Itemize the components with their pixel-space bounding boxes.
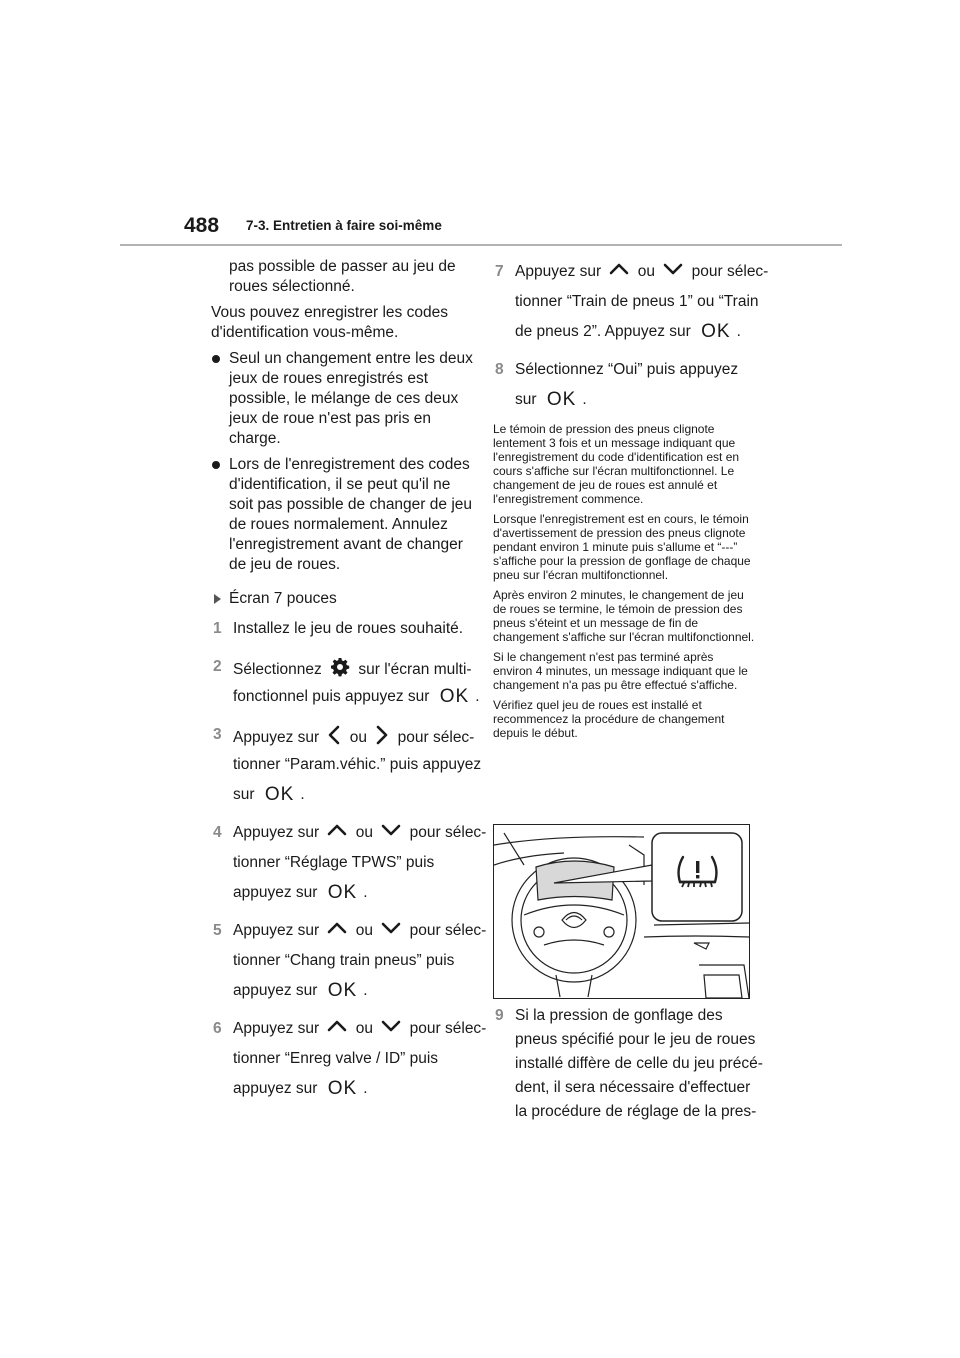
ok-button-symbol: OK [701, 321, 731, 342]
chevron-down-icon [663, 262, 683, 282]
ok-button-symbol: OK [327, 980, 358, 1001]
bullet-item: Lors de l'enregistrement des codes d'identification, il se peut qu'il ne soit pas possible de changer de jeu de roues normalement. Annulez l'enregistrement avant de changer de jeu de roues. [211, 455, 473, 575]
ok-button-symbol: OK [327, 882, 358, 903]
ok-button-symbol: OK [439, 686, 470, 707]
note-paragraph: Vérifiez quel jeu de roues est installé et recommencez la procédure de changement depuis le début. [493, 698, 725, 740]
dashboard-drawing [494, 825, 749, 998]
bullet-item: Seul un changement entre les deux jeux de roues enregistrés est possible, le mélange de ces deux jeux de roue n'est pas pris en charge. [211, 349, 473, 449]
step-4: 4 Appuyez sur ou pour sélec- tionner “Réglage TPWS” puis appuyez sur OK . [213, 824, 487, 903]
chevron-up-icon [609, 262, 629, 282]
gear-icon [330, 657, 350, 683]
screen-size-label: Écran 7 pouces [211, 589, 473, 609]
note-paragraph: Après environ 2 minutes, le changement de jeu de roues se termine, le témoin de pression des pneus s'éteint et un message de fin de changement s'affiche sur l'écran multifonctionnel. [493, 588, 755, 644]
section-title: 7-3. Entretien à faire soi-même [246, 218, 442, 233]
step-2: 2 Sélectionnez sur l'écran multi- fonctionnel puis appuyez sur OK . [213, 658, 480, 707]
ok-button-symbol: OK [327, 1078, 358, 1099]
note-paragraph: Si le changement n'est pas terminé après environ 4 minutes, un message indiquant que le changement n'a pas pu être effectué s'affiche. [493, 650, 748, 692]
dashboard-illustration [493, 824, 750, 999]
step-3: 3 Appuyez sur ou pour sélec- tionner “Param.véhic.” puis appuyez sur OK . [213, 726, 482, 805]
page-number: 488 [184, 214, 220, 237]
notes-block [493, 422, 755, 740]
chevron-left-icon [327, 725, 341, 751]
step-7: 7 Appuyez sur ou pour sélec- tionner “Train de pneus 1” ou “Train de pneus 2”. Appuyez sur OK . [495, 263, 769, 342]
step-5: 5 Appuyez sur ou pour sélec- tionner “Chang train pneus” puis appuyez sur OK . [213, 922, 487, 1001]
chevron-right-icon [375, 725, 389, 751]
header-rule [120, 244, 842, 246]
bullet-dot-icon [212, 461, 220, 469]
triangle-marker-icon [214, 594, 221, 604]
chevron-down-icon [381, 1019, 401, 1039]
chevron-up-icon [327, 1019, 347, 1039]
bullet-dot-icon [212, 355, 220, 363]
step-6: 6 Appuyez sur ou pour sélec- tionner “Enreg valve / ID” puis appuyez sur OK . [213, 1020, 487, 1099]
chevron-up-icon [327, 823, 347, 843]
chevron-up-icon [327, 921, 347, 941]
step-8: 8 Sélectionnez “Oui” puis appuyez sur OK . [495, 361, 739, 410]
left-column [211, 257, 487, 1109]
note-paragraph: Le témoin de pression des pneus clignote lentement 3 fois et un message indiquant que l'enregistrement du code d'identification est en cours s'affiche sur l'écran multifonctionnel. Le changement de jeu de roues est annulé et l'enregistrement commence. [493, 422, 740, 506]
note-paragraph: Lorsque l'enregistrement est en cours, le témoin d'avertissement de pression des pneus clignote pendant environ 1 minute puis s'allume et “---” s'affiche pour la pression de gonflage de chaque pneu sur l'écran multifonctionnel. [493, 512, 751, 582]
ok-button-symbol: OK [546, 389, 577, 410]
chevron-down-icon [381, 921, 401, 941]
step-1: 1 Installez le jeu de roues souhaité. [213, 620, 464, 637]
chevron-down-icon [381, 823, 401, 843]
step-9: 9 Si la pression de gonflage des pneus spécifié pour le jeu de roues installé diffère de celle du jeu précé- dent, il sera nécessaire d'effectuer la procédure de réglage de la pres- [495, 1007, 763, 1120]
page-header [0, 0, 960, 250]
right-column [493, 262, 769, 740]
continued-text: pas possible de passer au jeu de roues sélectionné. [229, 258, 456, 295]
intro-paragraph: Vous pouvez enregistrer les codes d'identification vous-même. [211, 304, 448, 341]
ok-button-symbol: OK [264, 784, 295, 805]
